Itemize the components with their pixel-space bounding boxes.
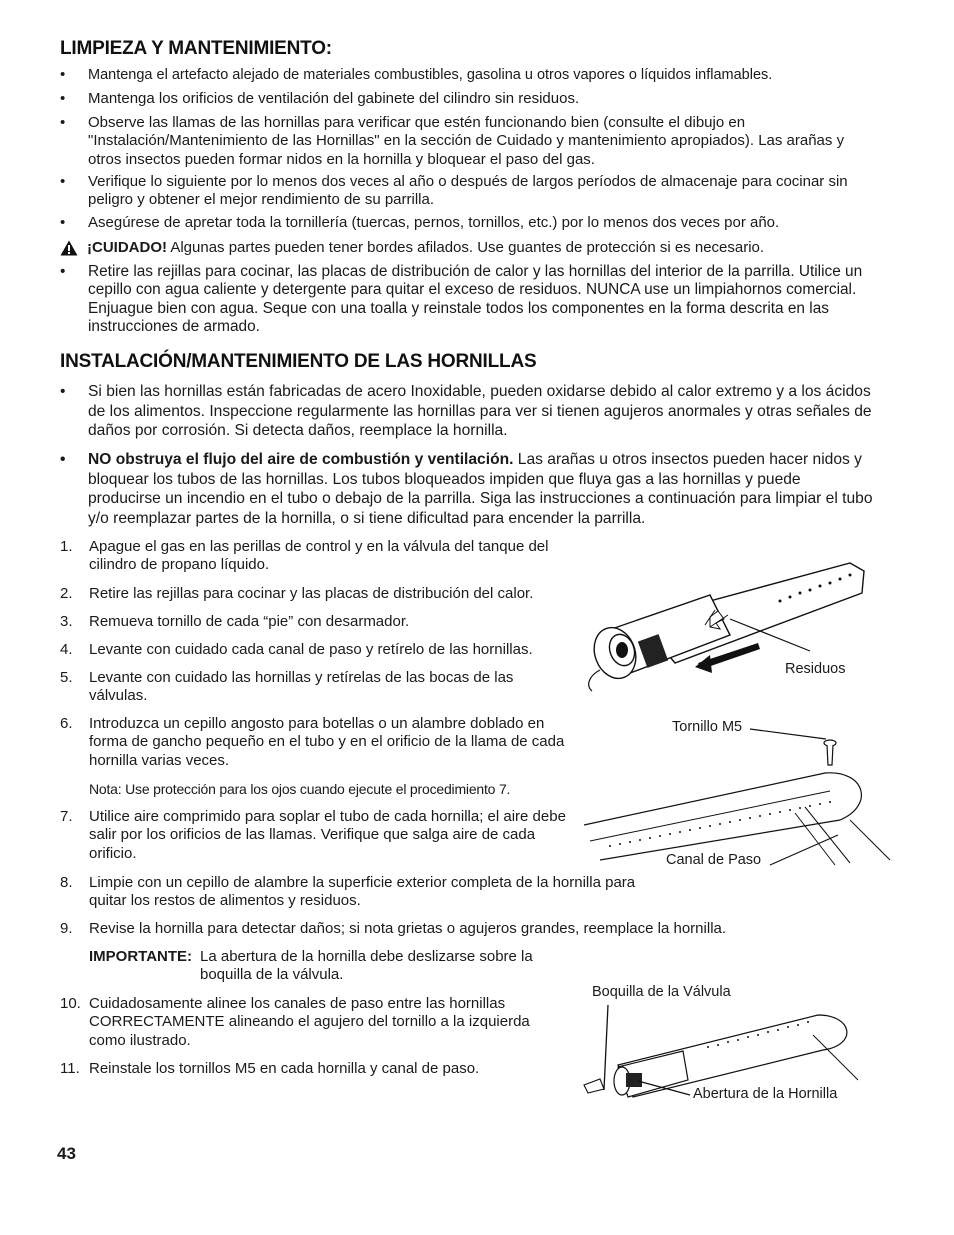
list-item: • Asegúrese de apretar toda la tornillería (tuercas, pernos, tornillos, etc.) por lo menos dos veces por año. (60, 214, 875, 232)
list-item: • Verifique lo siguiente por lo menos dos veces al año o después de largos períodos de almacenaje para cocinar sin peligro y obtener el mejor rendimiento de su parrilla. (60, 173, 875, 210)
bullet-text: Mantenga el artefacto alejado de materiales combustibles, gasolina u otros vapores o líquidos inflamables. (88, 67, 773, 83)
bullet-text: Si bien las hornillas están fabricadas de acero Inoxidable, pueden oxidarse debido al calor extremo y a los ácidos de los alimentos. Inspeccione regularmente las hornillas para ver si tienen agujeros anormales y otras señales de daños por corrosión. Si detecta daños, reemplace la hornilla. (88, 383, 872, 440)
bullet-text: Retire las rejillas para cocinar, las placas de distribución de calor y las hornillas del interior de la parrilla. Utilice un cepillo con agua caliente y detergente para quitar el exceso de residuos. NUNCA use un limpiahornos comercial. Enjuague bien con agua. Seque con una toalla y reinstale todos los componentes en la forma descrita en las instrucciones de armado. (88, 263, 863, 335)
important-label: IMPORTANTE: (89, 948, 193, 965)
label-boquilla: Boquilla de la Válvula (592, 984, 731, 1000)
page-number: 43 (57, 1144, 76, 1163)
section-title-burners: INSTALACIÓN/MANTENIMIENTO DE LAS HORNILLAS (60, 351, 537, 372)
list-item: • Mantenga los orificios de ventilación del gabinete del cilindro sin residuos. (60, 90, 875, 108)
bullet-bold-text: NO obstruya el flujo del aire de combustión y ventilación. (88, 451, 514, 468)
list-item: • NO obstruya el flujo del aire de combustión y ventilación. Las arañas u otros insectos pueden hacer nidos y bloquear los tubos de las hornillas. Los tubos bloqueados impiden que fluya gas a las hornillas y puede producirse un incendio en el tubo o debajo de la parrilla. Siga las instrucciones a continuación para limpiar el tubo y/o reemplazar partes de la hornilla, o si tiene dificultad para encender la parrilla. (60, 451, 873, 527)
list-item: • Si bien las hornillas están fabricadas de acero Inoxidable, pueden oxidarse debido al calor extremo y a los ácidos de los alimentos. Inspeccione regularmente las hornillas para ver si tienen agujeros anormales y otras señales de daños por corrosión. Si detecta daños, reemplace la hornilla. (60, 382, 875, 442)
label-abertura: Abertura de la Hornilla (693, 1086, 838, 1102)
label-residuos: Residuos (785, 661, 846, 677)
bullet-text: Mantenga los orificios de ventilación del gabinete del cilindro sin residuos. (88, 90, 580, 107)
eye-protection-note: Nota: Use protección para los ojos cuando ejecute el procedimiento 7. (89, 781, 511, 797)
bullet-text: Verifique lo siguiente por lo menos dos veces al año o después de largos períodos de almacenaje para cocinar sin peligro y obtener el mejor rendimiento de su parrilla. (88, 173, 848, 209)
label-canal-de-paso: Canal de Paso (666, 852, 762, 868)
caution-label: ¡CUIDADO! (87, 239, 167, 256)
bullet-text: Observe las llamas de las hornillas para verificar que estén funcionando bien (consulte el dibujo en "Instalación/Mantenimiento de las Hornillas" en la sección de Cuidado y mantenimiento apropiados). Las arañas y otros insectos pueden formar nidos en la hornilla y bloquear el paso del gas. (88, 114, 845, 168)
manual-page: LIMPIEZA Y MANTENIMIENTO: • Mantenga el artefacto alejado de materiales combustibles, gasolina u otros vapores o líquidos inflamables. • Mantenga los orificios de ventilación del gabinete del cilindro sin residuos. • Observe las llamas de las hornillas para verificar que estén funcionando bien (consulte el dibujo en "Instalación/Mantenimiento de las Hornillas" en la sección de Cuidado y mantenimiento apropiados). Las arañas y otros insectos pueden formar nidos en la hornilla y bloquear el paso del gas. • Verifique lo siguiente por lo menos dos veces al año o después de largos períodos de almacenaje para cocinar sin peligro y obtener el mejor rendimiento de su parrilla. • Asegúrese de apretar toda la tornillería (tuercas, pernos, tornillos, etc.) por lo menos dos veces por año. ¡CUIDADO! Algunas partes pueden tener bordes afilados. Use guantes de protección si es necesario. • Retire las rejillas para cocinar, las placas de distribución de calor y las hornillas del interior de la parrilla. Utilice un cepillo con agua caliente y detergente para quitar el exceso de residuos. NUNCA use un limpiahornos comercial. Enjuague bien con agua. Seque con una toalla y reinstale todos los componentes en la forma descrita en las instrucciones de armado. INSTALACIÓN/MANTENIMIENTO DE LAS HORNILLAS • Si bien las hornillas están fabricadas de acero Inoxidable, pueden oxidarse debido al calor extremo y a los ácidos de los alimentos. Inspeccione regularmente las hornillas para ver si tienen agujeros anormales y otras señales de daños por corrosión. Si detecta daños, reemplace la hornilla. • NO obstruya el flujo del aire de combustión y ventilación. Las arañas u otros insectos pueden hacer nidos y bloquear los tubos de las hornillas. Los tubos bloqueados impiden que fluya gas a las hornillas y puede producirse un incendio en el tubo o debajo de la parrilla. Siga las instrucciones a continuación para limpiar el tubo y/o reemplazar partes de la hornilla, o si tiene dificultad para encender la parrilla. 1. Apague el gas en las perillas de control y en la válvula del tanque del cilindro de propano líquido. 2. Retire las rejillas para cocinar y las placas de distribución del calor. 3. Remueva tornillo de cada “pie” con desarmador. 4. Levante con cuidado cada canal de paso y retírelo de las hornillas. 5. Levante con cuidado las hornillas y retírelas de las bocas de las válvulas. 6. Introduzca un cepillo angosto para botellas o un alambre doblado en forma de gancho pequeño en el tubo y en el orificio de la llama de cada hornilla varias veces. Nota: Use protección para los ojos cuando ejecute el procedimiento 7. 7. Utilice aire comprimido para soplar el tubo de cada hornilla; el aire debe salir por los orificios de las llamas. Verifique que salga aire de cada orificio. 8. Limpie con un cepillo de alambre la superficie exterior completa de la hornilla para quitar los restos de alimentos y residuos. 9. Revise la hornilla para detectar daños; si nota grietas o agujeros grandes, reemplace la hornilla. IMPORTANTE: La abertura de la hornilla debe deslizarse sobre la boquilla de la válvula. 10. Cuidadosamente alinee los canales de paso entre las hornillas CORRECTAMENTE alineando el agujero del tornillo a la izquierda como ilustrado. 11. Reinstale los tornillos M5 en cada hornilla y canal de paso. Residuos Tornillo M5 Canal de Paso Boquilla de la Válvula Abertura de la Hornilla 43 (0, 0, 954, 1235)
bullet-text: Asegúrese de apretar toda la tornillería (tuercas, pernos, tornillos, etc.) por lo menos dos veces por año. (88, 214, 780, 231)
important-text: La abertura de la hornilla debe deslizarse sobre la boquilla de la válvula. (200, 948, 533, 984)
list-item: • Retire las rejillas para cocinar, las placas de distribución de calor y las hornillas del interior de la parrilla. Utilice un cepillo con agua caliente y detergente para quitar el exceso de residuos. NUNCA use un limpiahornos comercial. Enjuague bien con agua. Seque con una toalla y reinstale todos los componentes en la forma descrita en las instrucciones de armado. (60, 263, 875, 337)
bullet-text: Las arañas u otros insectos pueden hacer nidos y bloquear los tubos de las hornillas. Los tubos bloqueados impiden que fluya gas a las hornillas y puede producirse un incendio en el tubo o debajo de la parrilla. Siga las instrucciones a continuación para limpiar el tubo y/o reemplazar partes de la hornilla, o si tiene dificultad para encender la parrilla. (88, 451, 873, 527)
caution-text: Algunas partes pueden tener bordes afilados. Use guantes de protección si es necesario. (170, 239, 765, 256)
burner-screw-illustration (580, 725, 900, 865)
section-title-cleaning: LIMPIEZA Y MANTENIMIENTO: (60, 38, 332, 59)
warning-icon (60, 240, 78, 256)
list-item: • Observe las llamas de las hornillas para verificar que estén funcionando bien (consulte el dibujo en "Instalación/Mantenimiento de las Hornillas" en la sección de Cuidado y mantenimiento apropiados). Las arañas y otros insectos pueden formar nidos en la hornilla y bloquear el paso del gas. (60, 114, 875, 169)
list-item: • Mantenga el artefacto alejado de materiales combustibles, gasolina u otros vapores o líquidos inflamables. (60, 66, 875, 84)
label-tornillo-m5: Tornillo M5 (672, 719, 743, 735)
